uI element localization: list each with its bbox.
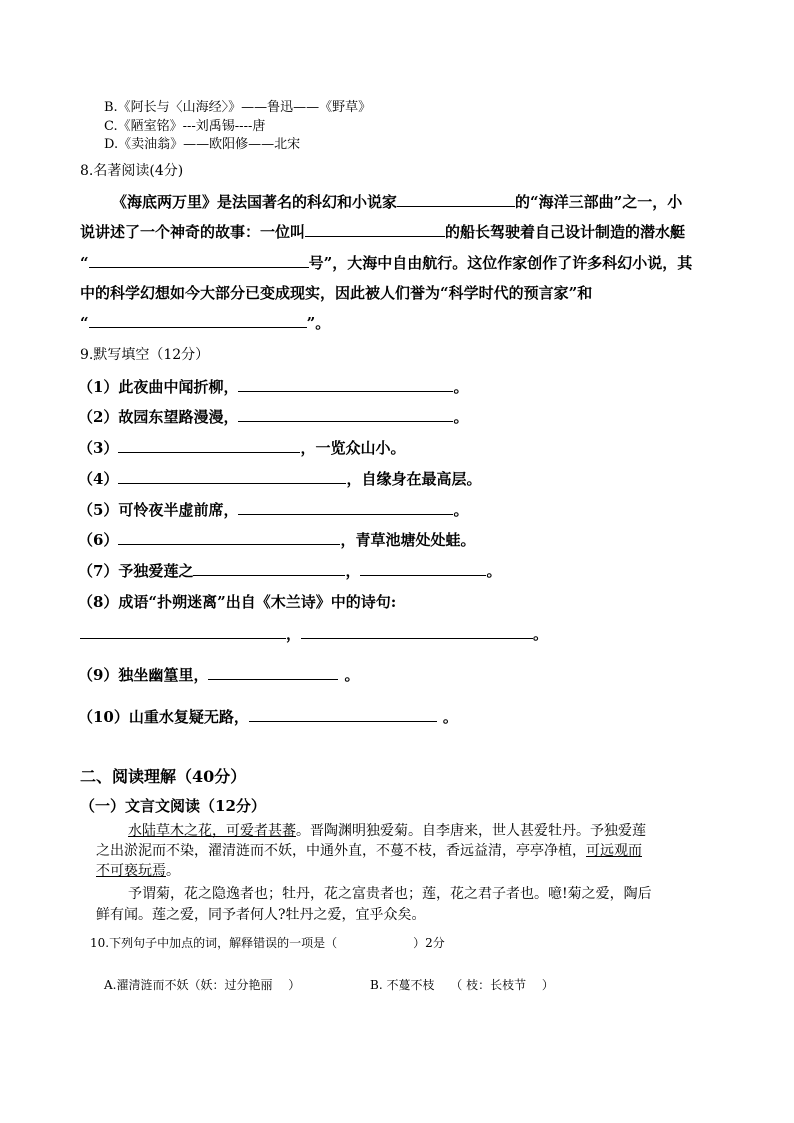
q9-item-8-period: 。	[533, 625, 549, 643]
q9-item-8-comma: ，	[286, 625, 302, 643]
q8-line-3-text-b: 号”，大海中自由航行。这位作家创作了许多科幻小说，其	[308, 254, 693, 272]
q9-item-6-text-b: ，青草池塘处处蛙。	[340, 531, 476, 549]
q9-item-7	[78, 560, 501, 581]
q9-item-4-text-a: （4）	[78, 470, 119, 488]
q9-blank-8b[interactable]	[301, 624, 533, 639]
q7-option-b: B.《阿长与〈山海经〉》——鲁迅——《野草》	[104, 100, 372, 115]
q8-line-4: 中的科学幻想如今大部分已变成现实，因此被人们誉为“科学时代的预言家”和	[80, 284, 593, 302]
q10-stem-text-b: ）2分	[413, 936, 445, 950]
q9-title: 9.默写填空（12分）	[80, 347, 210, 363]
section-2-subtitle: （一）文言文阅读（12分）	[80, 797, 266, 815]
passage-line-5: 鲜有闻。莲之爱，同予者何人?牡丹之爱，宜乎众矣。	[96, 907, 426, 923]
passage-line-1	[128, 820, 646, 840]
q8-line-3	[80, 252, 692, 273]
q8-blank-captain[interactable]	[305, 222, 445, 237]
q9-item-1-text: （1）此夜曲中闻折柳，	[78, 378, 239, 396]
passage-underlined-2: 可远观而	[586, 843, 642, 859]
q8-blank-submarine[interactable]	[89, 253, 309, 268]
passage-underlined-1: 水陆草木之花，可爱者甚蕃	[128, 823, 296, 839]
q9-item-6	[78, 529, 475, 550]
q7-option-c: C.《陋室铭》---刘禹锡----唐	[104, 119, 266, 134]
q9-item-4-text-b: ，自缘身在最高层。	[346, 470, 482, 488]
q8-blank-author[interactable]	[397, 192, 515, 207]
q9-item-3-text-a: （3）	[78, 439, 119, 457]
q10-stem-text-a: 10.下列句子中加点的词，解释错误的一项是（	[90, 936, 338, 950]
q10-option-b: B. 不蔓不枝 （ 枝：长枝节 ）	[370, 978, 554, 992]
q9-blank-3[interactable]	[118, 438, 300, 453]
q9-item-9-text: （9）独坐幽篁里，	[78, 666, 209, 684]
q9-item-1-period: 。	[453, 378, 469, 396]
q8-line-3-text-a: “	[80, 254, 89, 272]
q9-item-10-period: 。	[442, 708, 458, 726]
q9-item-9	[78, 664, 359, 685]
q7-option-d: D.《卖油翁》——欧阳修——北宋	[104, 137, 301, 152]
q9-item-3-text-b: ，一览众山小。	[300, 439, 406, 457]
q8-title: 8.名著阅读(4分)	[80, 163, 184, 179]
q9-item-2-text: （2）故园东望路漫漫，	[78, 408, 239, 426]
q9-blank-7a[interactable]	[193, 561, 345, 576]
passage-line-2	[96, 840, 642, 860]
q9-item-8: （8）成语“扑朔迷离”出自《木兰诗》中的诗句:	[78, 593, 397, 611]
q8-line-2	[80, 221, 685, 242]
q9-item-7-comma: ，	[345, 562, 361, 580]
passage-underlined-3: 不可亵玩焉	[96, 863, 166, 879]
q9-blank-4[interactable]	[118, 469, 346, 484]
q9-item-5-period: 。	[453, 501, 469, 519]
q9-item-4	[78, 468, 481, 489]
passage-line-2-text: 之出淤泥而不染，濯清涟而不妖，中通外直，不蔓不枝，香远益清，亭亭净植，	[96, 843, 586, 859]
q10-stem	[90, 934, 445, 951]
q9-blank-8a[interactable]	[80, 624, 286, 639]
q9-item-7-text: （7）予独爱莲之	[78, 562, 194, 580]
q8-line-2-text-a: 说讲述了一个神奇的故事：一位叫	[80, 223, 306, 241]
q8-line-5-text-a: “	[80, 314, 89, 332]
q8-line-1-text-a: 《海底两万里》是法国著名的科幻和小说家	[112, 193, 398, 211]
q8-line-1-text-b: 的“海洋三部曲”之一，小	[515, 193, 683, 211]
passage-line-1-text: 。晋陶渊明独爱菊。自李唐来，世人甚爱牡丹。予独爱莲	[296, 823, 646, 839]
q9-item-2-period: 。	[453, 408, 469, 426]
q8-line-1	[112, 191, 682, 212]
q9-item-7-period: 。	[486, 562, 502, 580]
q9-blank-5[interactable]	[238, 500, 453, 515]
q9-blank-1[interactable]	[238, 377, 453, 392]
q8-blank-title[interactable]	[89, 313, 307, 328]
q9-item-5	[78, 499, 468, 520]
q9-item-2	[78, 406, 468, 427]
q9-item-10-text: （10）山重水复疑无路，	[78, 708, 249, 726]
q9-blank-6[interactable]	[118, 530, 340, 545]
q9-blank-10[interactable]	[249, 707, 437, 722]
q9-item-1	[78, 376, 468, 397]
passage-line-3-text: 。	[166, 863, 180, 879]
q10-option-a: A.濯清涟而不妖（妖：过分艳丽 ）	[104, 978, 301, 992]
q9-item-10	[78, 706, 458, 727]
q9-blank-9[interactable]	[208, 665, 338, 680]
passage-line-4: 予谓菊，花之隐逸者也；牡丹，花之富贵者也；莲，花之君子者也。噫!菊之爱，陶后	[128, 886, 652, 902]
q9-item-9-period: 。	[344, 666, 360, 684]
q8-line-5-text-b: ”。	[306, 314, 331, 332]
q9-item-8-blanks	[80, 623, 548, 644]
q9-item-6-text-a: （6）	[78, 531, 119, 549]
section-2-title: 二、阅读理解（40分）	[80, 767, 247, 786]
q9-blank-7b[interactable]	[360, 561, 486, 576]
q9-item-5-text: （5）可怜夜半虚前席，	[78, 501, 239, 519]
q9-blank-2[interactable]	[238, 407, 453, 422]
q8-line-2-text-b: 的船长驾驶着自己设计制造的潜水艇	[445, 223, 686, 241]
passage-line-3	[96, 860, 180, 880]
q8-line-5	[80, 312, 330, 333]
q9-item-3	[78, 437, 405, 458]
